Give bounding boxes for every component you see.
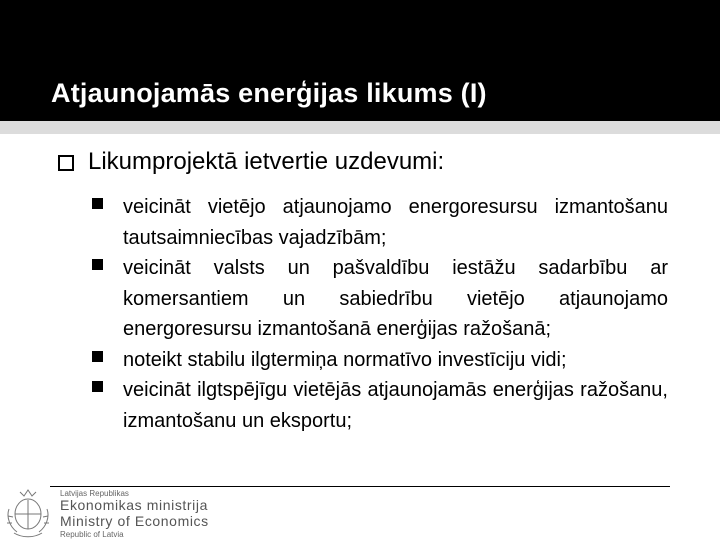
bullet-text: veicināt vietējo atjaunojamo energoresursu izmantošanu tautsaimniecības vajadzībām; xyxy=(123,196,668,249)
footer-ministry-en: Ministry of Economics xyxy=(60,513,209,529)
bullet-list xyxy=(92,192,668,436)
footer-divider xyxy=(50,486,670,487)
bullet-text: noteikt stabilu ilgtermiņa normatīvo investīciju vidi; xyxy=(123,348,567,371)
title-bar xyxy=(0,0,720,121)
square-bullet-icon xyxy=(92,259,103,270)
coat-of-arms-icon xyxy=(4,483,52,540)
level1-text: Likumprojektā ietvertie uzdevumi: xyxy=(88,148,445,175)
list-item xyxy=(92,345,668,376)
square-bullet-icon xyxy=(92,198,103,209)
square-bullet-icon xyxy=(92,381,103,392)
square-bullet-icon xyxy=(92,351,103,362)
list-item xyxy=(92,375,668,436)
slide-title: Atjaunojamās enerģijas likums (I) xyxy=(51,78,487,108)
list-item xyxy=(92,192,668,253)
footer-republic-en: Republic of Latvia xyxy=(60,530,124,539)
bullet-text: veicināt valsts un pašvaldību iestāžu sadarbību ar komersantiem un sabiedrību vietējo atjaunojamo energoresursu izmantošanā enerģijas ražošanā; xyxy=(123,257,668,340)
header-band xyxy=(0,121,720,134)
footer-republic: Latvijas Republikas xyxy=(60,489,129,498)
checkbox-icon xyxy=(58,155,74,171)
footer-ministry-lv: Ekonomikas ministrija xyxy=(60,497,208,513)
list-item xyxy=(92,253,668,345)
bullet-text: veicināt ilgtspējīgu vietējās atjaunojamās enerģijas ražošanu, izmantošanu un eksportu; xyxy=(123,379,668,432)
level1-item xyxy=(58,148,678,176)
